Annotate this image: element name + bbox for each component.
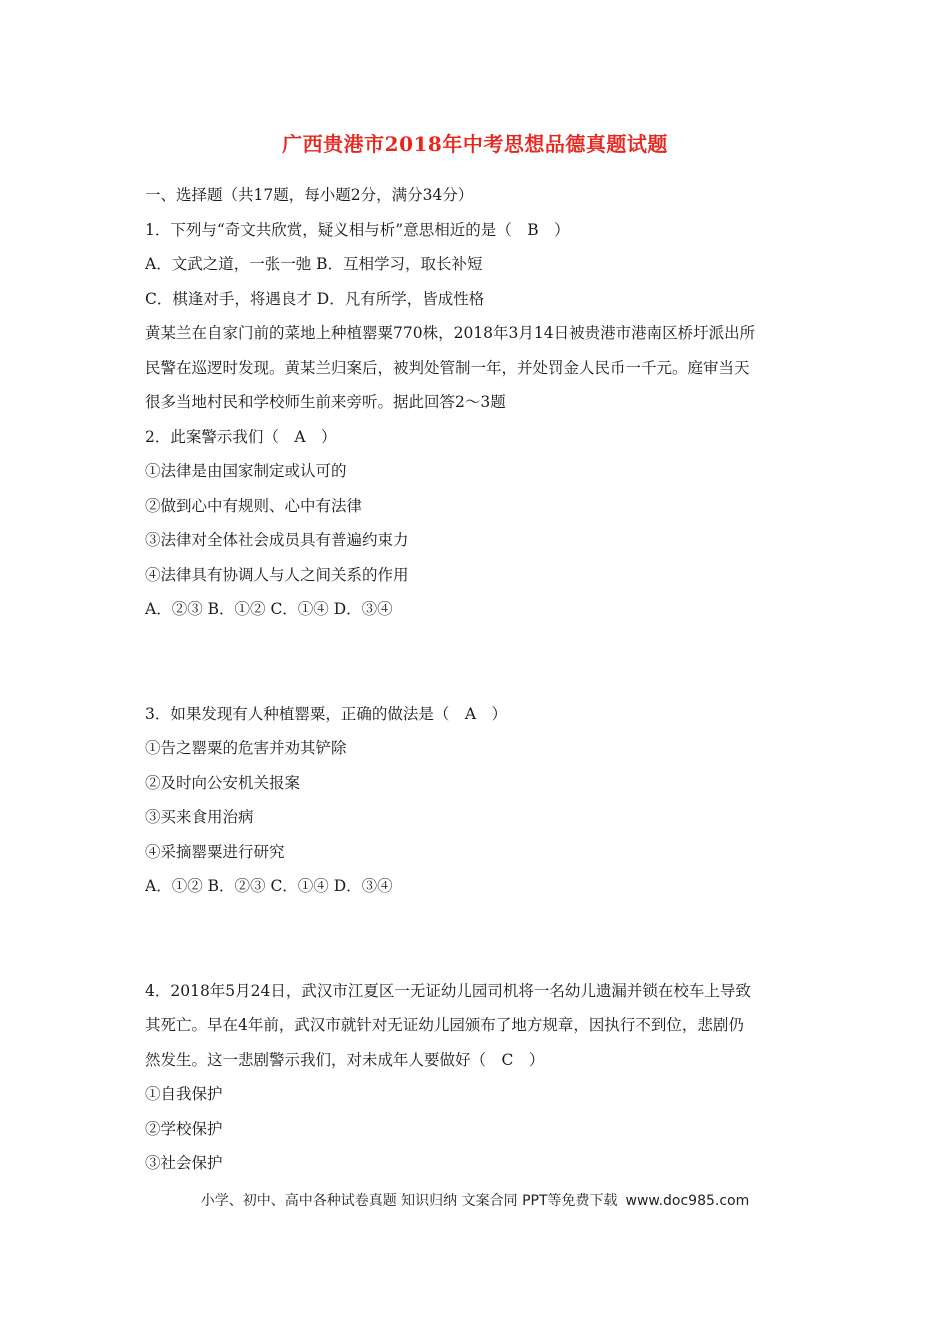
blank-spacer bbox=[145, 904, 810, 974]
question-4-line-2: 其死亡。早在4年前，武汉市就针对无证幼儿园颁布了地方规章，因执行不到位，悲剧仍 bbox=[145, 1016, 744, 1034]
question-3-options: A．①② B．②③ C．①④ D．③④ bbox=[145, 877, 393, 895]
question-4-item-3: ③社会保护 bbox=[145, 1154, 223, 1172]
question-2-item-3: ③法律对全体社会成员具有普遍约束力 bbox=[145, 531, 409, 549]
question-4-item-2: ②学校保护 bbox=[145, 1119, 223, 1138]
page-title: 广西贵港市2018年中考思想品德真题试题 bbox=[282, 132, 668, 156]
section-header: 一、选择题（共17题，每小题2分，满分34分） bbox=[145, 186, 474, 204]
question-4 bbox=[145, 974, 810, 1181]
footer-text: 小学、初中、高中各种试卷真题 知识归纳 文案合同 PPT等免费下载 bbox=[200, 1193, 618, 1209]
question-2-options: A．②③ B．①② C．①④ D．③④ bbox=[145, 600, 393, 618]
question-1-options-ab: A．文武之道，一张一弛 B．互相学习，取长补短 bbox=[145, 255, 483, 273]
question-1-options-cd: C．棋逢对手，将遇良才 D．凡有所学，皆成性格 bbox=[145, 289, 485, 308]
question-2-item-2: ②做到心中有规则、心中有法律 bbox=[145, 496, 363, 515]
question-3-item-3: ③买来食用治病 bbox=[145, 808, 254, 826]
question-2-stem: 2．此案警示我们（ A ） bbox=[145, 427, 337, 446]
blank-spacer bbox=[145, 627, 810, 697]
question-3-item-4: ④采摘罂粟进行研究 bbox=[145, 842, 285, 861]
footer-url[interactable]: www.doc985.com bbox=[625, 1193, 750, 1209]
question-1 bbox=[145, 213, 810, 317]
material-line-2: 民警在巡逻时发现。黄某兰归案后，被判处管制一年，并处罚金人民币一千元。庭审当天 bbox=[145, 358, 750, 377]
question-3-stem: 3．如果发现有人种植罂粟，正确的做法是（ A ） bbox=[145, 704, 508, 723]
material-line-1: 黄某兰在自家门前的菜地上种植罂粟770株，2018年3月14日被贵港市港南区桥圩派出所 bbox=[145, 324, 756, 342]
question-2 bbox=[145, 420, 810, 627]
question-1-stem: 1．下列与“奇文共欣赏，疑义相与析”意思相近的是（ B ） bbox=[145, 220, 570, 239]
question-3-item-2: ②及时向公安机关报案 bbox=[145, 773, 301, 792]
exam-content bbox=[145, 178, 810, 1181]
question-2-item-4: ④法律具有协调人与人之间关系的作用 bbox=[145, 565, 409, 584]
material-passage bbox=[145, 316, 810, 420]
question-4-line-3: 然发生。这一悲剧警示我们，对未成年人要做好（ C ） bbox=[145, 1050, 545, 1069]
page-footer bbox=[0, 1190, 950, 1210]
question-3-item-1: ①告之罂粟的危害并劝其铲除 bbox=[145, 739, 347, 757]
question-4-item-1: ①自我保护 bbox=[145, 1085, 223, 1103]
question-3 bbox=[145, 697, 810, 904]
question-4-line-1: 4．2018年5月24日，武汉市江夏区一无证幼儿园司机将一名幼儿遗漏并锁在校车上导致 bbox=[145, 981, 751, 1000]
material-line-3: 很多当地村民和学校师生前来旁听。据此回答2～3题 bbox=[145, 393, 506, 411]
question-2-item-1: ①法律是由国家制定或认可的 bbox=[145, 462, 347, 480]
